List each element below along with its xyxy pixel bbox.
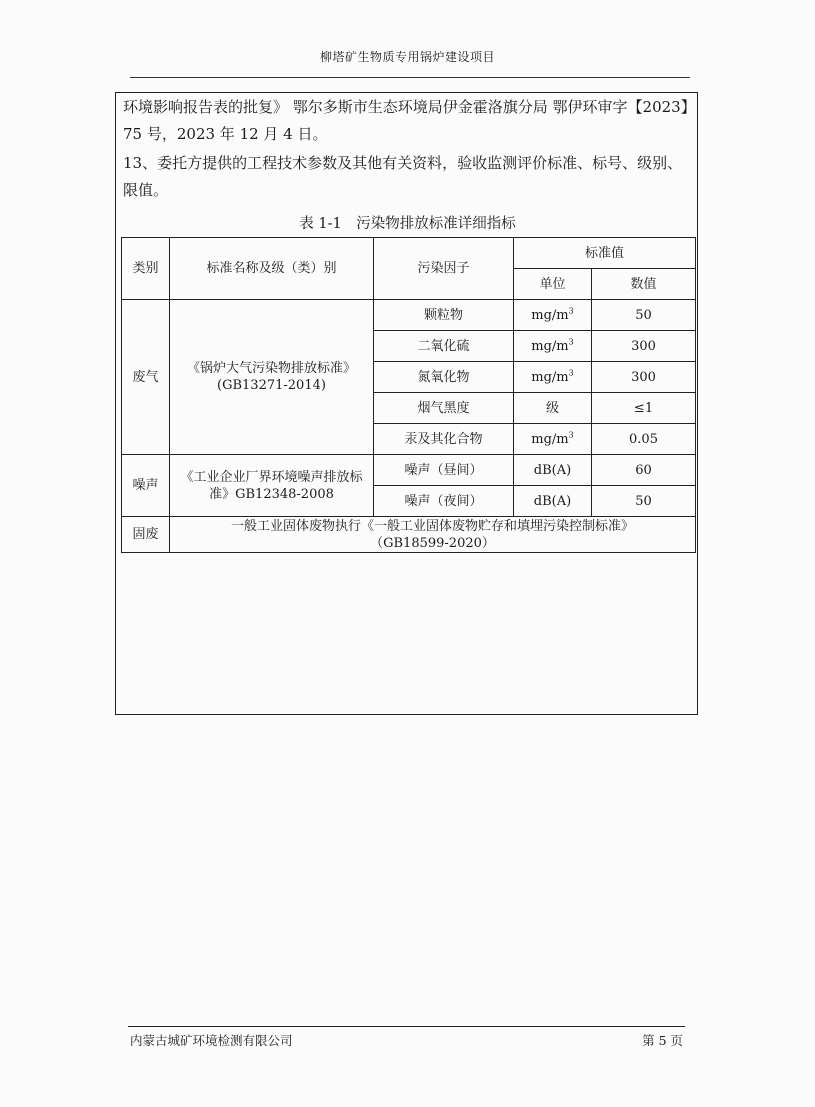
solid-waste-standard (170, 517, 696, 553)
footer-rule (128, 1026, 685, 1027)
table-row (122, 300, 696, 331)
unit-cell: dB(A) (514, 486, 592, 517)
value-cell: 50 (592, 486, 696, 517)
solid-waste-line1: 一般工业固体废物执行《一般工业固体废物贮存和填埋污染控制标准》 (231, 518, 635, 534)
header-unit: 单位 (514, 269, 592, 300)
table-row (122, 455, 696, 486)
value-cell: 300 (592, 362, 696, 393)
footer-company: 内蒙古城矿环境检测有限公司 (130, 1033, 293, 1048)
factor-cell: 烟气黑度 (374, 393, 514, 424)
table-header-row (122, 238, 696, 269)
unit-cell (514, 424, 592, 455)
standard-noise-line1: 《工业企业厂界环境噪声排放标 (180, 469, 363, 485)
unit-superscript: 3 (568, 337, 574, 347)
unit-text: mg/m (531, 369, 569, 385)
unit-superscript: 3 (568, 430, 574, 440)
value-cell: 60 (592, 455, 696, 486)
header-std-value: 标准值 (514, 238, 696, 269)
factor-cell: 二氧化硫 (374, 331, 514, 362)
header-value: 数值 (592, 269, 696, 300)
standard-noise (170, 455, 374, 517)
unit-text: mg/m (531, 338, 569, 354)
unit-text: mg/m (531, 431, 569, 447)
category-waste-gas: 废气 (122, 300, 170, 455)
paragraph-approval: 环境影响报告表的批复》 鄂尔多斯市生态环境局伊金霍洛旗分局 鄂伊环审字【2023】75 号，2023 年 12 月 4 日。 (123, 98, 689, 143)
factor-cell: 氮氧化物 (374, 362, 514, 393)
value-cell: 0.05 (592, 424, 696, 455)
solid-waste-line2: （GB18599-2020） (370, 535, 495, 551)
unit-cell (514, 331, 592, 362)
unit-superscript: 3 (568, 368, 574, 378)
paragraph-item-13: 13、委托方提供的工程技术参数及其他有关资料，验收监测评价标准、标号、级别、限值。 (123, 154, 683, 199)
header-title: 柳塔矿生物质专用锅炉建设项目 (319, 50, 495, 64)
header-rule (130, 77, 690, 78)
factor-cell: 噪声（昼间） (374, 455, 514, 486)
value-cell: 300 (592, 331, 696, 362)
header-category: 类别 (122, 238, 170, 300)
unit-cell (514, 393, 592, 424)
unit-cell (514, 362, 592, 393)
unit-superscript: 3 (568, 306, 574, 316)
factor-cell: 颗粒物 (374, 300, 514, 331)
table-row (122, 517, 696, 553)
value-cell: ≤1 (592, 393, 696, 424)
factor-cell: 汞及其化合物 (374, 424, 514, 455)
standard-waste-gas-line1: 《锅炉大气污染物排放标准》 (186, 361, 356, 376)
value-cell: 50 (592, 300, 696, 331)
unit-text: mg/m (531, 307, 569, 323)
header-factor: 污染因子 (374, 238, 514, 300)
emission-standard-table (121, 237, 696, 553)
unit-cell (514, 300, 592, 331)
header-standard: 标准名称及级（类）别 (170, 238, 374, 300)
table-caption: 表 1-1 污染物排放标准详细指标 (299, 216, 516, 232)
footer-page-number: 第 5 页 (642, 1033, 683, 1048)
factor-cell: 噪声（夜间） (374, 486, 514, 517)
standard-waste-gas-line2: (GB13271-2014) (217, 378, 326, 393)
unit-text: 级 (545, 400, 559, 416)
standard-waste-gas (170, 300, 374, 455)
unit-cell: dB(A) (514, 455, 592, 486)
standard-noise-line2: 准》GB12348-2008 (209, 486, 334, 502)
category-noise: 噪声 (122, 455, 170, 517)
category-solid-waste: 固废 (122, 517, 170, 553)
